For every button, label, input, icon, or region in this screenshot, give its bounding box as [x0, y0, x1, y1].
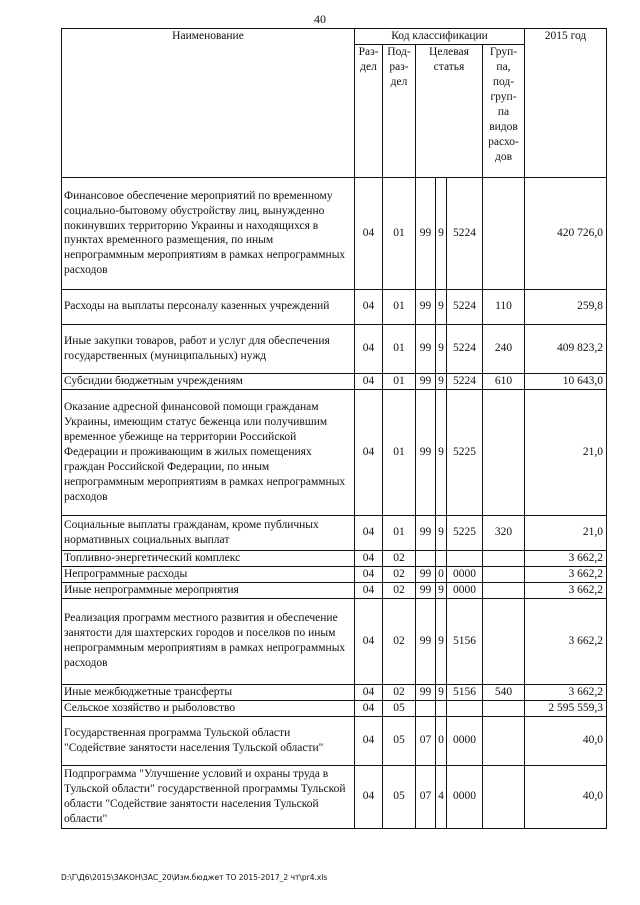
row-subsection: 05 [383, 716, 416, 765]
row-amount-2015: 2 595 559,3 [525, 700, 607, 716]
row-name: Социальные выплаты гражданам, кроме публичных нормативных социальных выплат [62, 515, 355, 550]
row-amount-2015: 3 662,2 [525, 550, 607, 566]
row-target-program: 99 [416, 582, 436, 598]
row-subsection: 02 [383, 550, 416, 566]
row-target-program: 07 [416, 716, 436, 765]
table-row [62, 515, 607, 550]
row-target-direction [447, 700, 483, 716]
header-section: Раз-дел [355, 44, 383, 177]
table-row [62, 324, 607, 373]
row-target-direction: 0000 [447, 716, 483, 765]
row-target-subprogram: 0 [436, 716, 447, 765]
row-expense-group: 240 [483, 324, 525, 373]
row-amount-2015: 409 823,2 [525, 324, 607, 373]
header-year: 2015 год [525, 29, 607, 178]
row-name: Финансовое обеспечение мероприятий по временному социально-бытовому обустройству лиц, вынужденно покинувших территорию Украины и находящихся в пунктах временного размещения, по иным непрограммным мероприятиям в рамках непрограммных расходов [62, 177, 355, 289]
row-target-direction: 0000 [447, 582, 483, 598]
row-section: 04 [355, 373, 383, 389]
table-row [62, 373, 607, 389]
row-subsection: 02 [383, 582, 416, 598]
row-amount-2015: 40,0 [525, 765, 607, 828]
table-row [62, 582, 607, 598]
row-section: 04 [355, 389, 383, 515]
row-target-subprogram: 9 [436, 389, 447, 515]
row-amount-2015: 3 662,2 [525, 598, 607, 684]
row-section: 04 [355, 716, 383, 765]
row-section: 04 [355, 684, 383, 700]
row-expense-group [483, 765, 525, 828]
table-row [62, 550, 607, 566]
row-section: 04 [355, 566, 383, 582]
row-target-subprogram: 4 [436, 765, 447, 828]
row-expense-group [483, 566, 525, 582]
row-target-direction: 5224 [447, 289, 483, 324]
row-target-program: 99 [416, 389, 436, 515]
row-target-program: 99 [416, 598, 436, 684]
row-expense-group [483, 598, 525, 684]
header-target: Целевая статья [416, 44, 483, 177]
row-expense-group [483, 716, 525, 765]
row-target-subprogram [436, 550, 447, 566]
row-target-program: 99 [416, 373, 436, 389]
row-amount-2015: 3 662,2 [525, 582, 607, 598]
row-target-subprogram: 9 [436, 177, 447, 289]
row-name: Непрограммные расходы [62, 566, 355, 582]
row-target-subprogram: 9 [436, 582, 447, 598]
row-subsection: 02 [383, 598, 416, 684]
header-subsection: Под-раз-дел [383, 44, 416, 177]
row-subsection: 01 [383, 289, 416, 324]
header-name: Наименование [62, 29, 355, 178]
row-expense-group: 320 [483, 515, 525, 550]
row-name: Подпрограмма "Улучшение условий и охраны труда в Тульской области" государственной программы Тульской области "Содействие занятости населения Тульской области" [62, 765, 355, 828]
row-target-program: 99 [416, 684, 436, 700]
row-subsection: 05 [383, 700, 416, 716]
table-row [62, 566, 607, 582]
row-name: Субсидии бюджетным учреждениям [62, 373, 355, 389]
row-expense-group: 540 [483, 684, 525, 700]
row-target-program: 07 [416, 765, 436, 828]
row-name: Оказание адресной финансовой помощи гражданам Украины, имеющим статус беженца или получившим временное убежище на территории Российской Федерации и проживающим в жилых помещениях граждан Российской Федерации, по иным непрограммным мероприятиям в рамках непрограммных расходов [62, 389, 355, 515]
table-row [62, 598, 607, 684]
row-target-program [416, 700, 436, 716]
row-amount-2015: 259,8 [525, 289, 607, 324]
row-subsection: 01 [383, 177, 416, 289]
file-path-footer: D:\Г\Д6\2015\ЗАКОН\ЗАС_20\Изм.бюджет ТО 2015-2017_2 чт\pr4.xls [61, 873, 328, 882]
row-subsection: 01 [383, 373, 416, 389]
row-target-direction: 5225 [447, 389, 483, 515]
table-row [62, 389, 607, 515]
row-subsection: 02 [383, 684, 416, 700]
row-name: Реализация программ местного развития и обеспечение занятости для шахтерских городов и поселков по иным непрограммным мероприятиям в рамках непрограммных расходов [62, 598, 355, 684]
row-name: Иные закупки товаров, работ и услуг для обеспечения государственных (муниципальных) нужд [62, 324, 355, 373]
page-number: 40 [314, 12, 326, 26]
row-amount-2015: 21,0 [525, 515, 607, 550]
row-target-program: 99 [416, 289, 436, 324]
table-row [62, 716, 607, 765]
row-expense-group: 610 [483, 373, 525, 389]
row-target-direction: 0000 [447, 566, 483, 582]
row-amount-2015: 3 662,2 [525, 566, 607, 582]
row-section: 04 [355, 582, 383, 598]
row-section: 04 [355, 700, 383, 716]
row-subsection: 05 [383, 765, 416, 828]
row-target-program: 99 [416, 324, 436, 373]
row-target-subprogram: 0 [436, 566, 447, 582]
row-expense-group [483, 700, 525, 716]
row-expense-group: 110 [483, 289, 525, 324]
row-target-program [416, 550, 436, 566]
row-target-subprogram: 9 [436, 373, 447, 389]
row-subsection: 01 [383, 515, 416, 550]
row-target-direction: 5224 [447, 177, 483, 289]
row-amount-2015: 40,0 [525, 716, 607, 765]
row-section: 04 [355, 598, 383, 684]
table-row [62, 684, 607, 700]
row-target-program: 99 [416, 515, 436, 550]
row-target-direction [447, 550, 483, 566]
row-name: Иные непрограммные мероприятия [62, 582, 355, 598]
row-amount-2015: 420 726,0 [525, 177, 607, 289]
row-section: 04 [355, 550, 383, 566]
row-expense-group [483, 582, 525, 598]
row-target-subprogram: 9 [436, 684, 447, 700]
row-amount-2015: 10 643,0 [525, 373, 607, 389]
row-target-program: 99 [416, 566, 436, 582]
row-target-subprogram: 9 [436, 289, 447, 324]
table-row [62, 700, 607, 716]
row-target-direction: 5225 [447, 515, 483, 550]
row-target-direction: 5224 [447, 373, 483, 389]
budget-table [61, 28, 607, 829]
row-name: Топливно-энергетический комплекс [62, 550, 355, 566]
row-target-program: 99 [416, 177, 436, 289]
row-target-subprogram: 9 [436, 324, 447, 373]
table-row [62, 765, 607, 828]
row-target-subprogram [436, 700, 447, 716]
row-subsection: 01 [383, 389, 416, 515]
row-expense-group [483, 389, 525, 515]
table-row [62, 177, 607, 289]
row-amount-2015: 3 662,2 [525, 684, 607, 700]
row-section: 04 [355, 177, 383, 289]
row-target-subprogram: 9 [436, 598, 447, 684]
row-section: 04 [355, 289, 383, 324]
row-expense-group [483, 177, 525, 289]
row-section: 04 [355, 324, 383, 373]
row-name: Иные межбюджетные трансферты [62, 684, 355, 700]
row-subsection: 01 [383, 324, 416, 373]
row-name: Государственная программа Тульской области "Содействие занятости населения Тульской области" [62, 716, 355, 765]
row-section: 04 [355, 765, 383, 828]
row-expense-group [483, 550, 525, 566]
row-target-direction: 5156 [447, 684, 483, 700]
row-target-subprogram: 9 [436, 515, 447, 550]
header-classification: Код классификации [355, 29, 525, 45]
header-group: Груп-па, под-груп-па видов расхо-дов [483, 44, 525, 177]
row-name: Сельское хозяйство и рыболовство [62, 700, 355, 716]
row-target-direction: 5156 [447, 598, 483, 684]
row-name: Расходы на выплаты персоналу казенных учреждений [62, 289, 355, 324]
row-section: 04 [355, 515, 383, 550]
table-row [62, 289, 607, 324]
row-target-direction: 5224 [447, 324, 483, 373]
row-subsection: 02 [383, 566, 416, 582]
row-target-direction: 0000 [447, 765, 483, 828]
row-amount-2015: 21,0 [525, 389, 607, 515]
